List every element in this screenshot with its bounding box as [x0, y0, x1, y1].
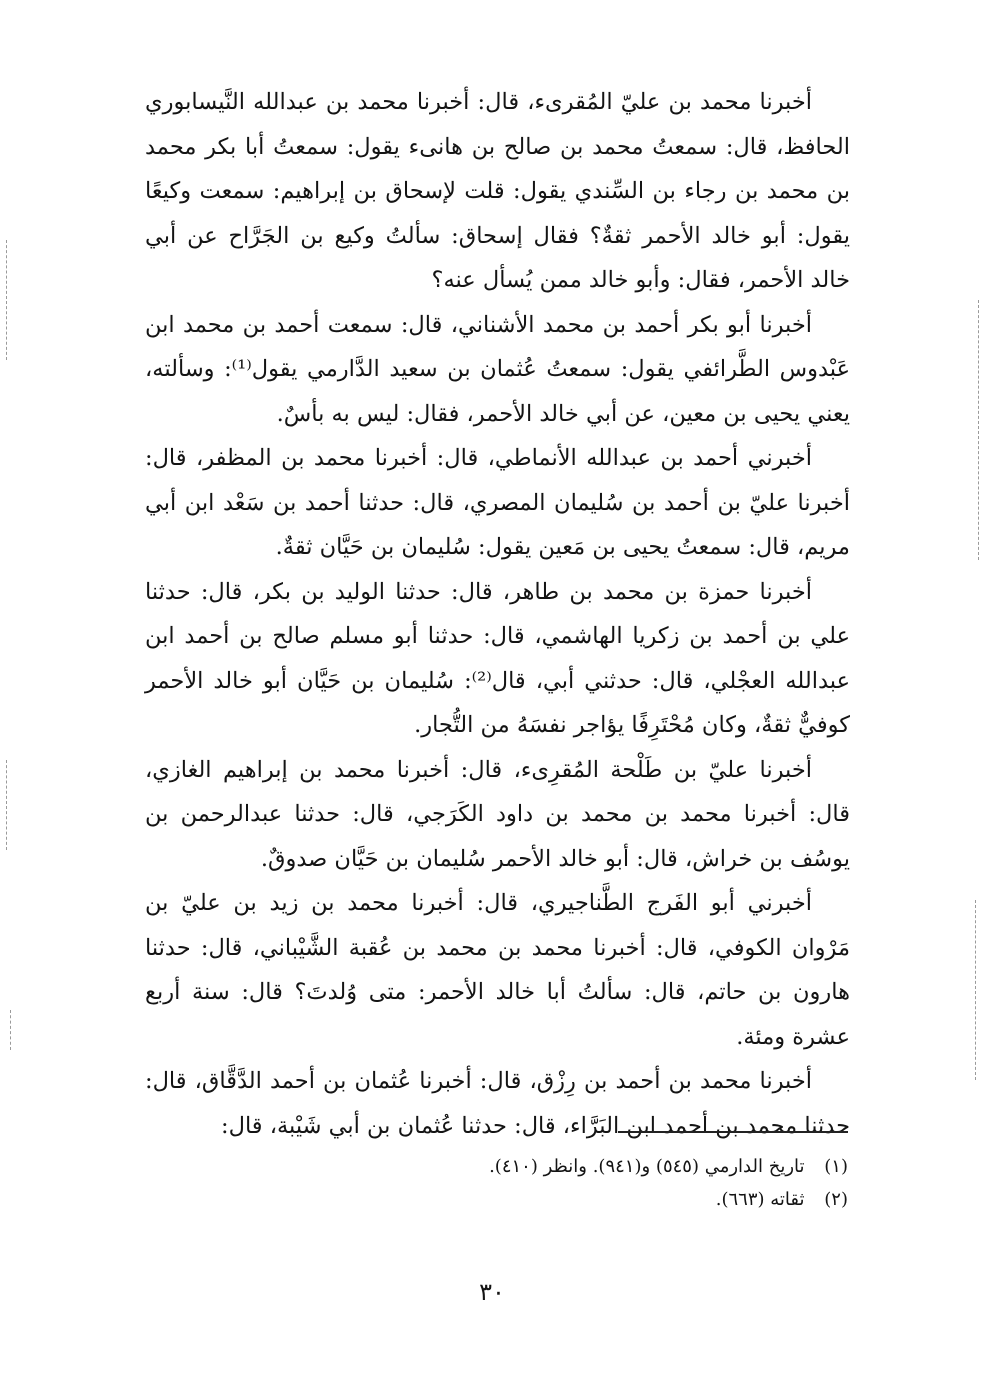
scan-margin-mark — [978, 300, 979, 560]
footnote-number: (١) — [824, 1156, 848, 1177]
paragraph: أخبرنا أبو بكر أحمد بن محمد الأشناني، قال: سمعت أحمد بن محمد ابن عَبْدوس الطَّرائفي يقول: سمعتُ عُثمان بن سعيد الدَّارمي يقول⁽¹⁾: وسألته، يعني يحيى بن معين، عن أبي خالد الأحمر، فقال: ليس به بأسٌ. — [145, 311, 850, 427]
scan-margin-mark — [6, 240, 7, 360]
footnote-divider — [618, 1131, 848, 1133]
paragraph: أخبرنا محمد بن عليّ المُقرىء، قال: أخبرنا محمد بن عبدالله النَّيسابوري الحافظ، قال: سمعتُ محمد بن صالح بن هانىء يقول: سمعتُ أبا بكر محمد بن محمد بن رجاء بن السِّندي يقول: قلت لإسحاق بن إبراهيم: سمعت وكيعًا يقول: أبو خالد الأحمر ثقةٌ؟ فقال إسحاق: سألتُ وكيع بن الجَرَّاح عن أبي خالد الأحمر، فقال: وأبو خالد ممن يُسأل عنه؟ — [145, 89, 850, 293]
scan-margin-mark — [975, 900, 976, 1080]
footnote-text: ثقاته (٦٦٣). — [715, 1189, 805, 1210]
scan-margin-mark — [10, 1010, 11, 1050]
scan-margin-mark — [6, 760, 7, 850]
footnote — [300, 1150, 848, 1183]
main-text — [145, 80, 850, 1148]
page-number: ٣٠ — [479, 1278, 505, 1306]
footnotes — [300, 1150, 848, 1216]
footnote-text: تاريخ الدارمي (٥٤٥) و(٩٤١). وانظر (٤١٠). — [489, 1156, 805, 1177]
paragraph: أخبرنا محمد بن أحمد بن رِزْق، قال: أخبرنا عُثمان بن أحمد الدَّقَّاق، قال: حدثنا محمد بن أحمد ابن البَرَّاء، قال: حدثنا عُثمان بن أبي شَيْبة، قال: — [145, 1068, 850, 1139]
paragraph: أخبرنا عليّ بن طَلْحة المُقرِىء، قال: أخبرنا محمد بن إبراهيم الغازي، قال: أخبرنا محمد بن محمد بن داود الكَرَجي، قال: حدثنا عبدالرحمن بن يوسُف بن خراش، قال: أبو خالد الأحمر سُليمان بن حَيَّان صدوقٌ. — [145, 756, 850, 872]
paragraph: أخبرني أحمد بن عبدالله الأنماطي، قال: أخبرنا محمد بن المظفر، قال: أخبرنا عليّ بن أحمد بن سُليمان المصري، قال: حدثنا أحمد بن سَعْد ابن أبي مريم، قال: سمعتُ يحيى بن مَعين يقول: سُليمان بن حَيَّان ثقةٌ. — [145, 445, 850, 560]
paragraph: أخبرنا حمزة بن محمد بن طاهر، قال: حدثنا الوليد بن بكر، قال: حدثنا علي بن أحمد بن زكريا الهاشمي، قال: حدثنا أبو مسلم صالح بن أحمد ابن عبدالله العجْلي، قال: حدثني أبي، قال⁽²⁾: سُليمان بن حَيَّان أبو خالد الأحمر كوفيٌّ ثقةٌ، وكان مُحْتَرِفًا يؤاجر نفسَهُ من التُّجار. — [145, 578, 850, 738]
footnote — [300, 1183, 848, 1216]
paragraph: أخبرني أبو الفَرج الطَّناجيري، قال: أخبرنا محمد بن زيد بن عليّ بن مَرْوان الكوفي، قال: أخبرنا محمد بن محمد بن عُقبة الشَّيْباني، قال: حدثنا هارون بن حاتم، قال: سألتُ أبا خالد الأحمر: متى وُلدتَ؟ قال: سنة أربع عشرة ومئة. — [145, 890, 850, 1050]
footnote-number: (٢) — [824, 1189, 848, 1210]
